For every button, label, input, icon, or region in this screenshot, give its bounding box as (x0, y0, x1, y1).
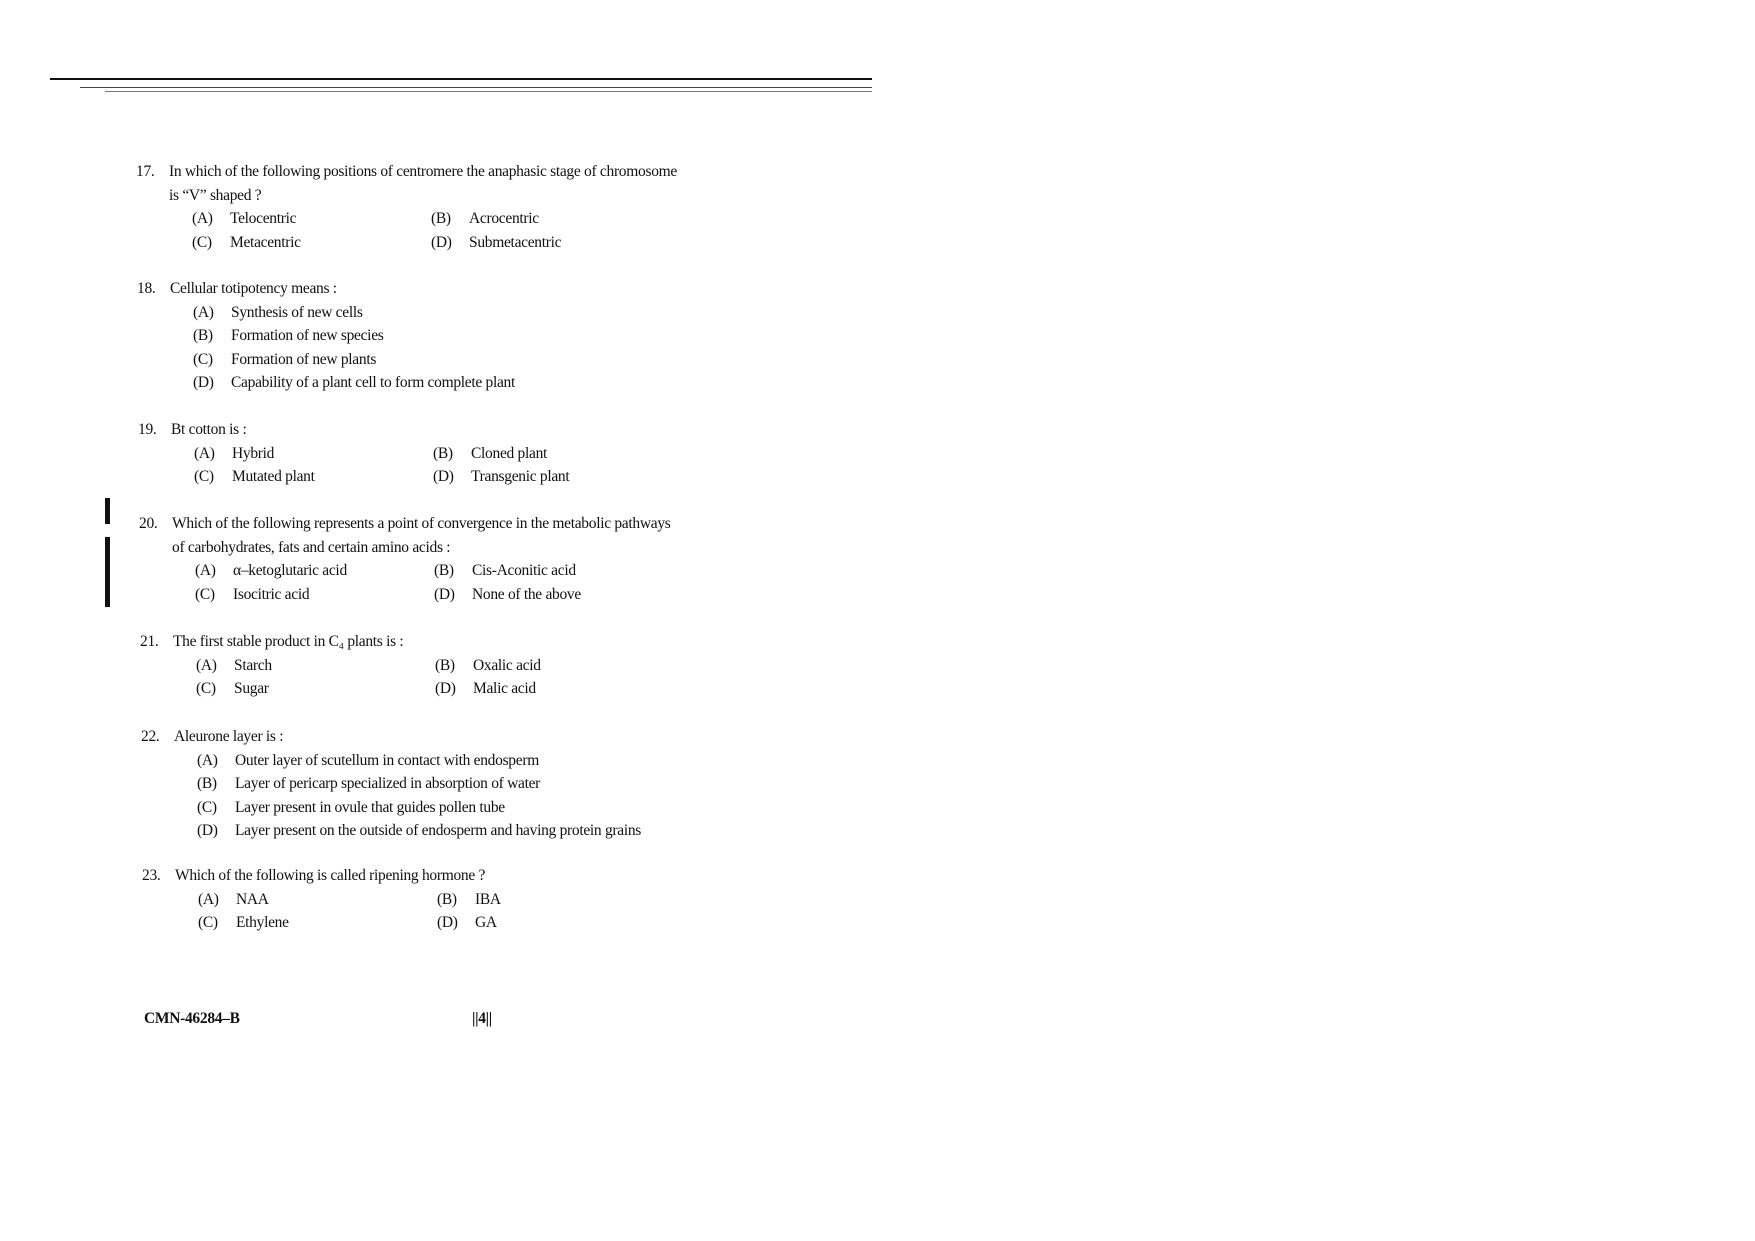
question-number: 20. (139, 515, 158, 532)
question-number: 23. (142, 867, 161, 884)
question-number: 18. (137, 280, 156, 297)
margin-mark (105, 537, 110, 607)
question-text: Which of the following represents a point of convergence in the metabolic pathways (172, 515, 671, 532)
page-number: ||4|| (472, 1010, 492, 1027)
question-text: Bt cotton is : (171, 421, 247, 438)
header-rule-thin (80, 87, 872, 88)
question-text: is “V” shaped ? (169, 186, 262, 204)
margin-mark (105, 498, 110, 524)
question-number: 17. (136, 163, 155, 180)
question-text: Which of the following is called ripening hormone ? (175, 867, 486, 884)
paper-code: CMN-46284–B (144, 1010, 240, 1027)
question-text: of carbohydrates, fats and certain amino acids : (172, 538, 451, 556)
question-text: In which of the following positions of centromere the anaphasic stage of chromosome (169, 163, 677, 180)
question-text: The first stable product in C₄ plants is : (173, 633, 404, 650)
header-rule-thick (50, 78, 872, 80)
question-text: Aleurone layer is : (174, 728, 284, 745)
question-number: 22. (141, 728, 160, 745)
question-text: Cellular totipotency means : (170, 280, 337, 297)
question-number: 21. (140, 633, 159, 650)
question-number: 19. (138, 421, 157, 438)
header-rule-faint (105, 91, 872, 92)
